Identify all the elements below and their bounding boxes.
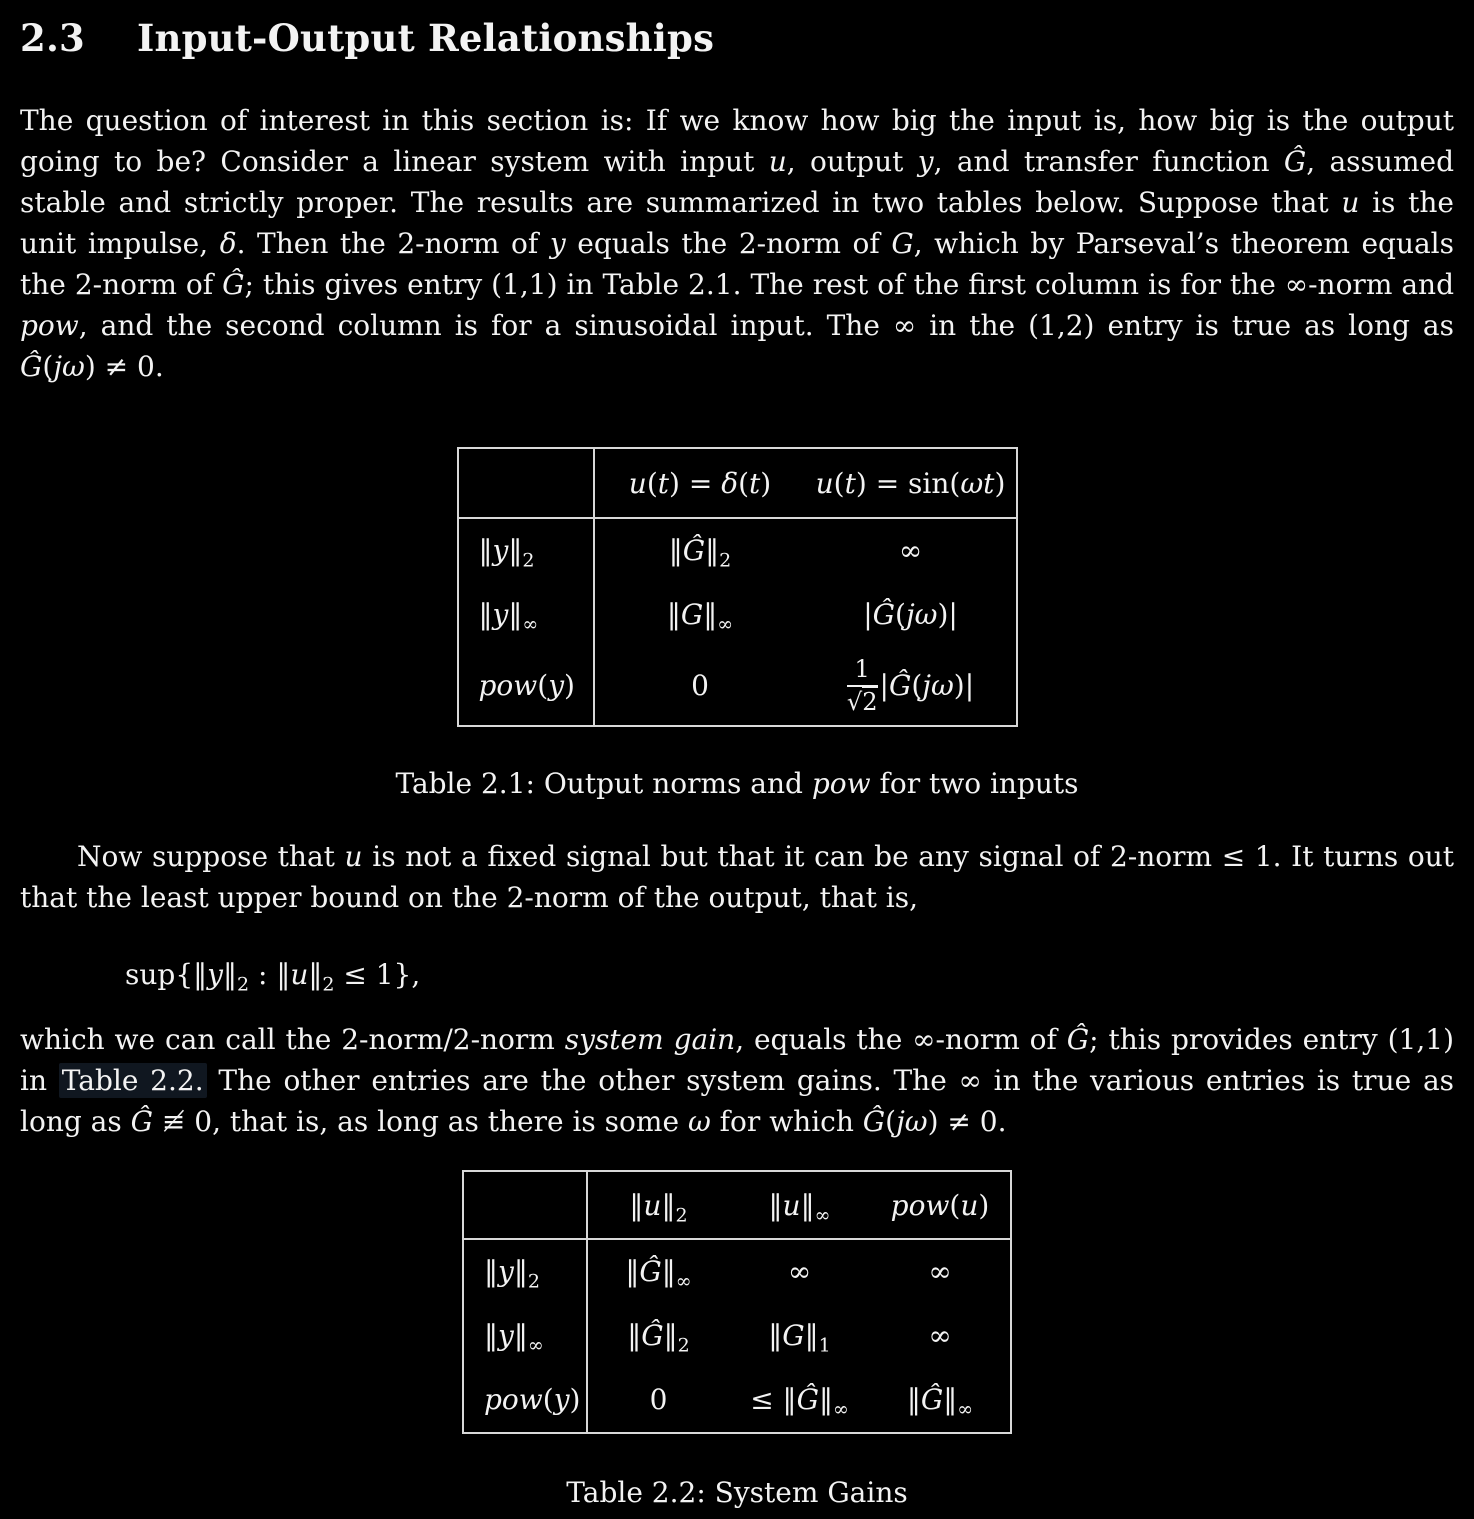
table-2-2-row-label-y-infnorm: $‖y‖_\infty$ bbox=[463, 1303, 587, 1367]
table-cell: ∞ bbox=[787, 1255, 812, 1288]
table-cell: ∞ bbox=[898, 534, 923, 567]
table-2-2-header-u-infnorm: $‖u‖_\infty$ bbox=[729, 1171, 870, 1239]
paragraph-system-gain bbox=[20, 1019, 1454, 1142]
table-row bbox=[458, 518, 1017, 582]
table-2-2-row-label-pow-y: pow(y) bbox=[463, 1367, 587, 1433]
paragraph-intro: The question of interest in this section is: If we know how big the input is, how big is the output going to be? Consider a linear system with input u, output y, and transfer function Ĝ, assumed stable and strictly proper. The results are summarized in two tables below. Suppose that u is the unit impulse, δ. Then the 2-norm of y equals the 2-norm of G, which by Parseval’s theorem equals the 2-norm of Ĝ; this gives entry (1,1) in Table 2.1. The rest of the first column is for the ∞-norm and pow, and the second column is for a sinusoidal input. The ∞ in the (1,2) entry is true as long as Ĝ(jω) ≠ 0. bbox=[20, 104, 1454, 383]
table-row bbox=[458, 582, 1017, 646]
table-row bbox=[463, 1367, 1011, 1433]
table-cell: $‖G‖_1$ bbox=[768, 1318, 831, 1357]
table-cell: $‖G‖_\infty$ bbox=[666, 597, 734, 636]
table-2-2 bbox=[462, 1170, 1012, 1434]
table-2-2-link[interactable]: Table 2.2. bbox=[59, 1063, 207, 1098]
table-2-1-header-row bbox=[458, 448, 1017, 518]
paragraph-suppose: Now suppose that u is not a fixed signal but that it can be any signal of 2-norm ≤ 1. It turns out that the least upper bound on the 2-norm of the output, that is, bbox=[20, 840, 1454, 914]
table-2-1-container bbox=[20, 447, 1454, 727]
table-cell: ∞ bbox=[928, 1318, 952, 1352]
table-2-1-corner-cell bbox=[458, 448, 594, 518]
equation-sup-norm: $sup\{‖y‖_2$ : $‖u‖_2 \le 1$}, bbox=[125, 958, 421, 996]
table-cell: ≤ $‖Ĝ‖_\infty$ bbox=[750, 1383, 849, 1421]
table-2-2-header-row bbox=[463, 1171, 1011, 1239]
table-2-1-header-sinusoid-input: u(t) = sin(ωt) bbox=[806, 448, 1017, 518]
table-2-1-caption: Table 2.1: Output norms and pow for two inputs bbox=[395, 767, 1079, 800]
table-cell: |Ĝ(jω)| bbox=[863, 597, 958, 631]
table-cell: $‖Ĝ‖_2$ bbox=[668, 534, 732, 572]
table-2-1-row-label-y-2norm: $‖y‖_2$ bbox=[458, 518, 594, 582]
table-cell: $‖Ĝ‖_\infty$ bbox=[625, 1255, 692, 1293]
table-cell: 0 bbox=[691, 669, 709, 702]
table-2-1-row-label-y-infnorm: $‖y‖_\infty$ bbox=[458, 582, 594, 646]
table-cell: $‖Ĝ‖_\infty$ bbox=[906, 1383, 974, 1421]
table-cell: 0 bbox=[649, 1383, 668, 1416]
table-row bbox=[463, 1239, 1011, 1303]
paragraph-system-gain-after-link: The other entries are the other system gains. The ∞ in the various entries is true as long as Ĝ ≢ 0, that is, as long as there is some ω for which Ĝ(jω) ≠ 0. bbox=[20, 1064, 1455, 1138]
table-2-2-row-label-y-2norm: $‖y‖_2$ bbox=[463, 1239, 587, 1303]
table-row bbox=[458, 646, 1017, 726]
table-2-2-header-u-2norm: $‖u‖_2$ bbox=[587, 1171, 729, 1239]
table-2-1-row-label-pow-y: pow(y) bbox=[458, 646, 594, 726]
table-row bbox=[463, 1303, 1011, 1367]
table-cell: $\frac{1}{√2}$ |Ĝ(jω)| bbox=[846, 654, 975, 716]
table-2-2-header-pow-u: pow(u) bbox=[870, 1171, 1011, 1239]
table-2-2-container bbox=[20, 1170, 1454, 1434]
table-2-2-caption: Table 2.2: System Gains bbox=[566, 1476, 908, 1509]
section-heading bbox=[20, 16, 1454, 60]
table-2-2-corner-cell bbox=[463, 1171, 587, 1239]
table-2-1 bbox=[457, 447, 1018, 727]
paragraph-system-gain-before-link: which we can call the 2-norm/2-norm system gain, equals the ∞-norm of Ĝ; this provides entry (1,1) in bbox=[20, 1023, 1455, 1097]
table-cell: $‖Ĝ‖_2$ bbox=[627, 1318, 690, 1357]
section-title: Input-Output Relationships bbox=[136, 16, 715, 60]
table-cell: ∞ bbox=[928, 1255, 952, 1288]
section-number: 2.3 bbox=[20, 16, 85, 60]
table-2-1-header-impulse-input: u(t) = δ(t) bbox=[594, 448, 806, 518]
